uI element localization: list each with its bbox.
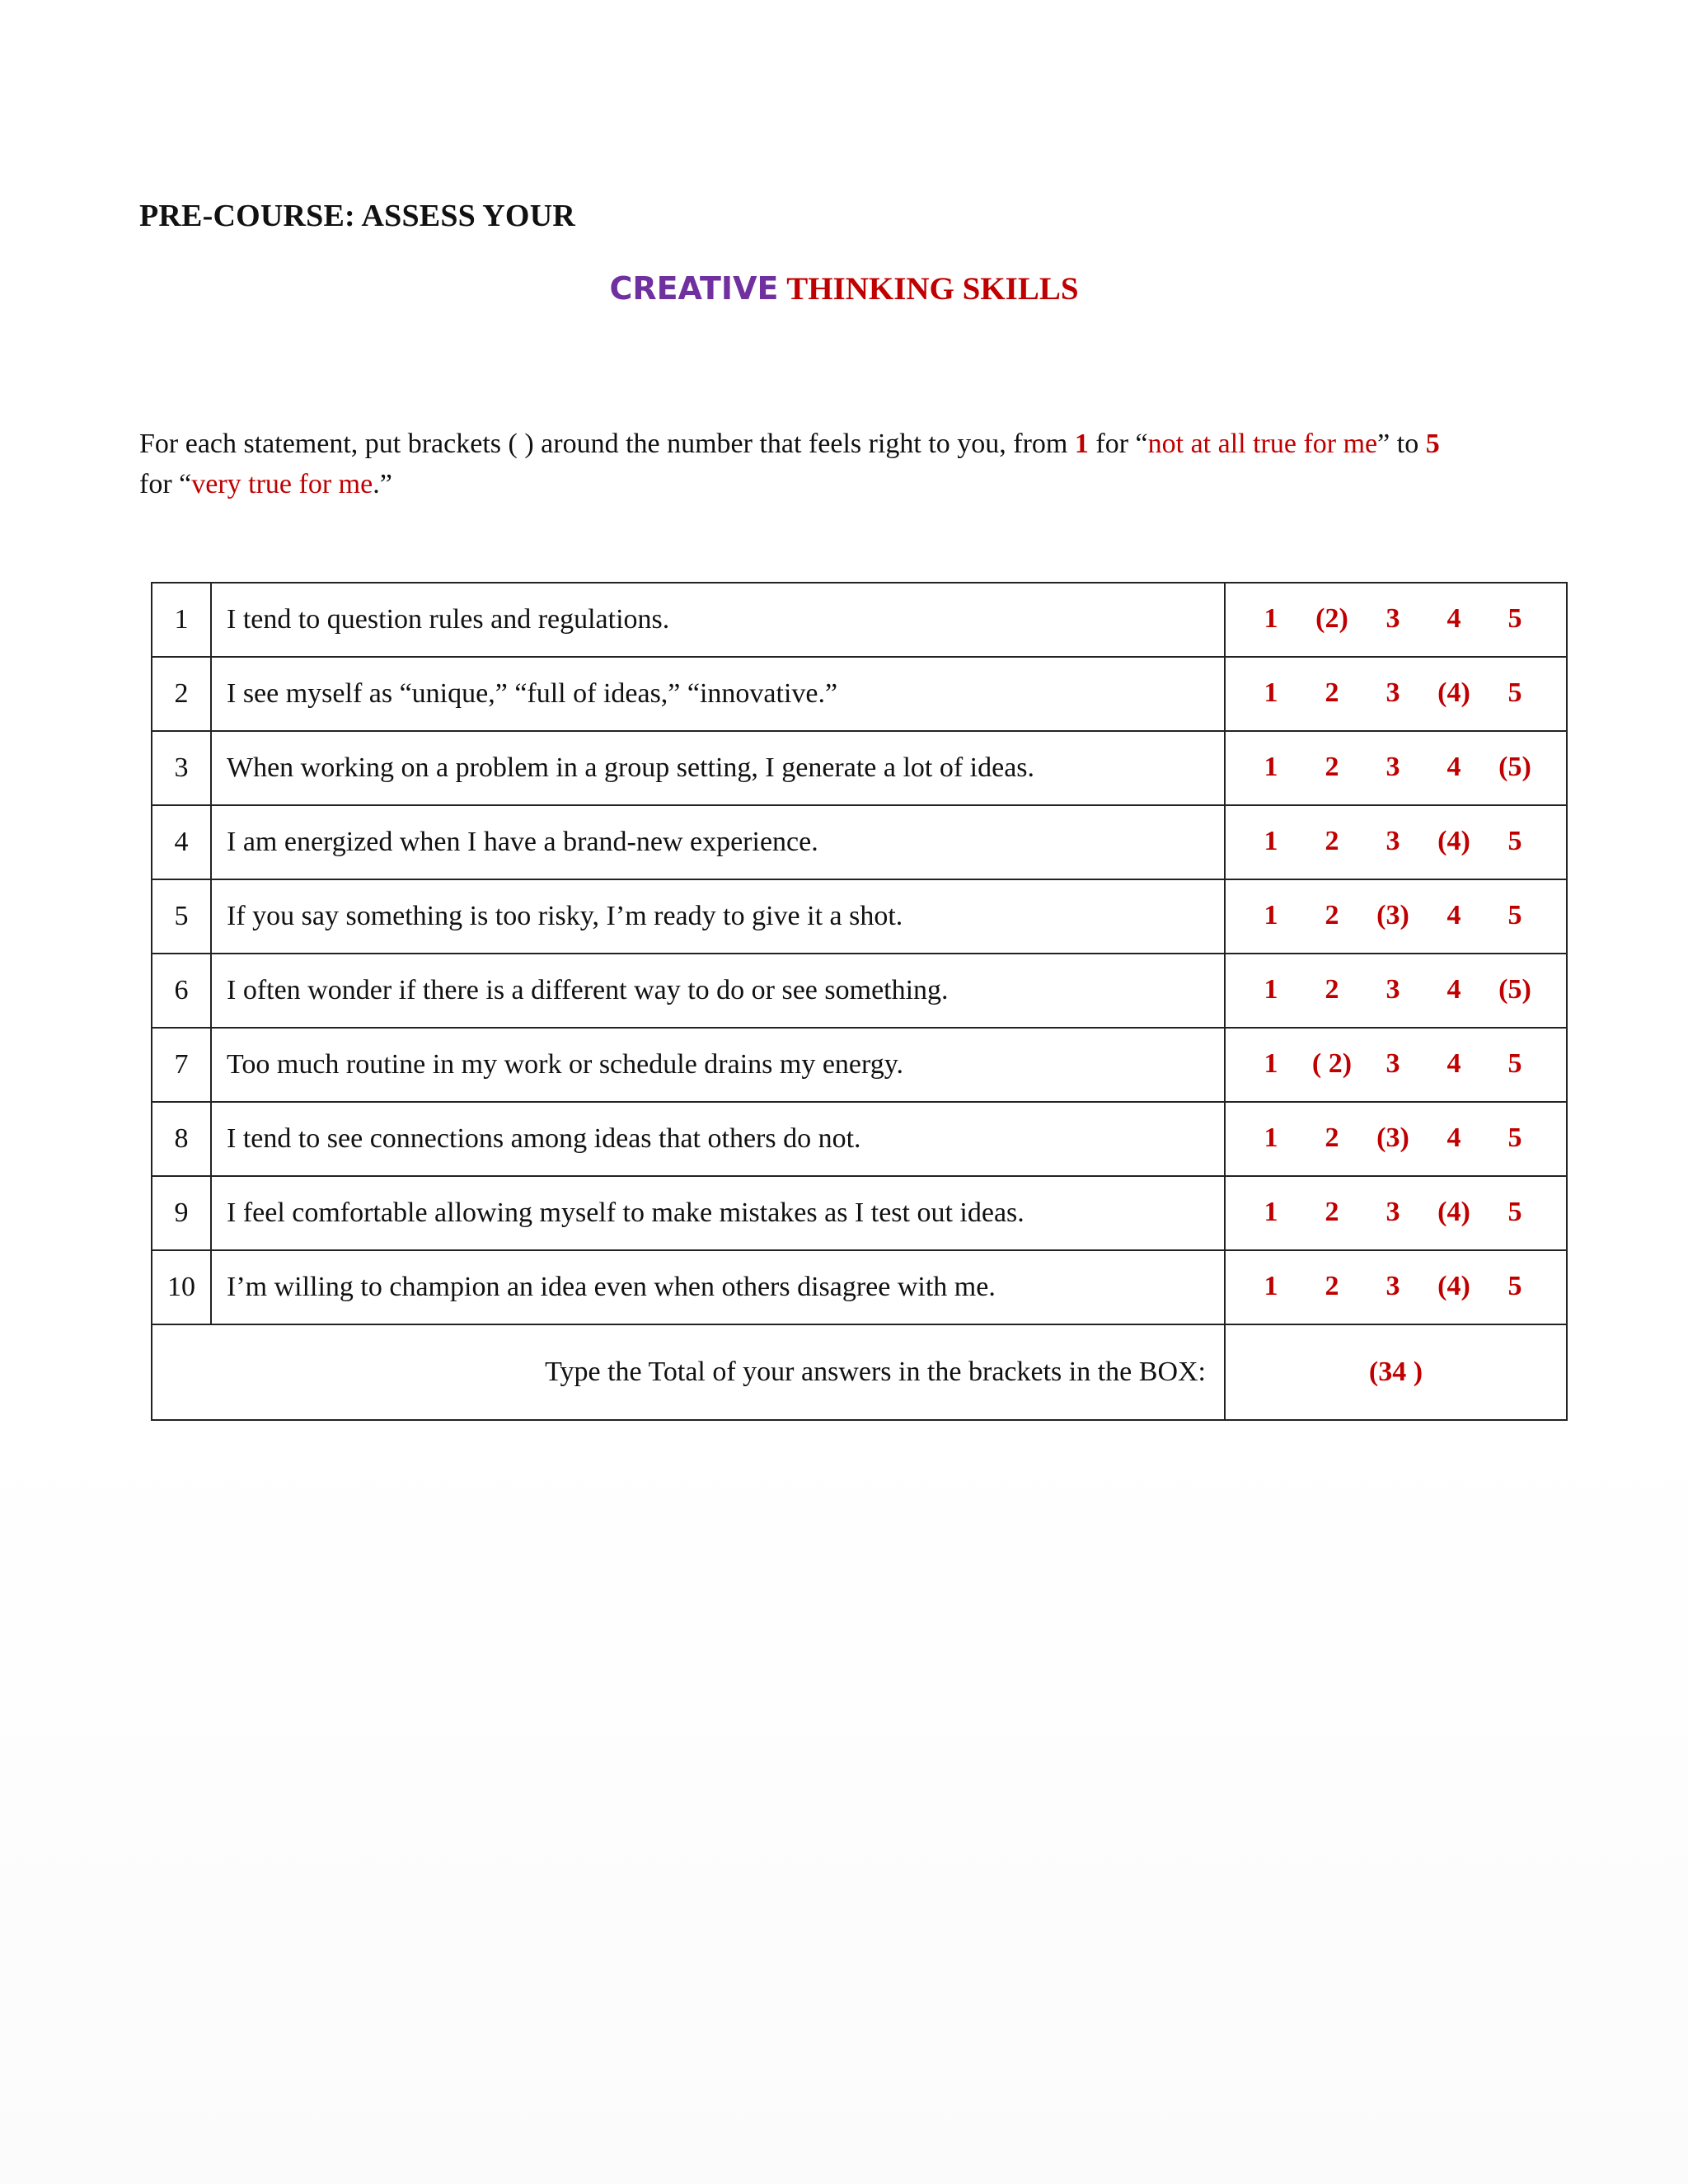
statement-number: 1 — [152, 583, 211, 657]
scale-high-label: very true for me — [191, 469, 373, 499]
table-row — [152, 731, 1567, 805]
statement-text: I often wonder if there is a different way to do or see something. — [211, 954, 1225, 1028]
rating-cell — [1225, 731, 1567, 805]
instructions — [139, 424, 1557, 504]
rating-option-3: 3 — [1386, 1197, 1400, 1228]
statement-number: 6 — [152, 954, 211, 1028]
table-row — [152, 1176, 1567, 1250]
rating-option-3: 3 — [1386, 603, 1400, 635]
statement-text: I’m willing to champion an idea even when others disagree with me. — [211, 1250, 1225, 1324]
rating-option-3: 3 — [1386, 752, 1400, 783]
rating-cell — [1225, 1102, 1567, 1176]
statement-number: 2 — [152, 657, 211, 731]
rating-option-1: 1 — [1264, 1122, 1278, 1154]
rating-option-5: 5 — [1507, 1271, 1522, 1302]
rating-option-2: ( 2) — [1311, 1048, 1353, 1080]
statement-text: If you say something is too risky, I’m ready to give it a shot. — [211, 879, 1225, 954]
rating-option-4: 4 — [1447, 900, 1461, 931]
rating-option-2: 2 — [1325, 677, 1339, 709]
rating-option-5: 5 — [1507, 603, 1522, 635]
rating-option-1: 1 — [1264, 1197, 1278, 1228]
rating-option-1: 1 — [1264, 752, 1278, 783]
total-label: Type the Total of your answers in the brackets in the BOX: — [152, 1324, 1225, 1420]
rating-cell — [1225, 879, 1567, 954]
statement-text: I see myself as “unique,” “full of ideas,” “innovative.” — [211, 657, 1225, 731]
rating-option-2: 2 — [1325, 1197, 1339, 1228]
rating-option-2: 2 — [1325, 900, 1339, 931]
scale-low-label: not at all true for me — [1147, 429, 1378, 459]
rating-option-4: (4) — [1437, 1197, 1470, 1228]
table-row — [152, 657, 1567, 731]
rating-option-5: 5 — [1507, 1122, 1522, 1154]
statement-text: I feel comfortable allowing myself to make mistakes as I test out ideas. — [211, 1176, 1225, 1250]
instructions-text: ” to — [1377, 429, 1426, 459]
rating-option-3: 3 — [1386, 826, 1400, 857]
rating-option-4: 4 — [1447, 974, 1461, 1005]
rating-option-1: 1 — [1264, 677, 1278, 709]
rating-cell — [1225, 583, 1567, 657]
rating-option-3: 3 — [1386, 1271, 1400, 1302]
statement-text: I tend to see connections among ideas that others do not. — [211, 1102, 1225, 1176]
total-box[interactable]: (34 ) — [1225, 1324, 1567, 1420]
rating-option-3: 3 — [1386, 974, 1400, 1005]
rating-option-3: 3 — [1386, 677, 1400, 709]
rating-option-1: 1 — [1264, 1271, 1278, 1302]
subtitle-thinking-skills: THINKING SKILLS — [786, 271, 1079, 307]
rating-option-5: 5 — [1507, 900, 1522, 931]
page-subtitle — [0, 270, 1688, 307]
rating-option-4: (4) — [1437, 677, 1470, 709]
rating-option-2: 2 — [1325, 974, 1339, 1005]
table-row — [152, 1028, 1567, 1102]
rating-cell — [1225, 1176, 1567, 1250]
table-row — [152, 1250, 1567, 1324]
rating-option-4: 4 — [1447, 1122, 1461, 1154]
rating-option-1: 1 — [1264, 974, 1278, 1005]
table-row — [152, 1102, 1567, 1176]
rating-cell — [1225, 954, 1567, 1028]
statement-number: 8 — [152, 1102, 211, 1176]
rating-option-3: 3 — [1386, 1048, 1400, 1080]
rating-option-2: 2 — [1325, 752, 1339, 783]
rating-cell — [1225, 1028, 1567, 1102]
statement-number: 5 — [152, 879, 211, 954]
rating-option-5: (5) — [1498, 974, 1531, 1005]
rating-option-5: 5 — [1507, 826, 1522, 857]
instructions-text: .” — [373, 469, 392, 499]
rating-option-4: (4) — [1437, 826, 1470, 857]
rating-option-1: 1 — [1264, 826, 1278, 857]
scale-low-number: 1 — [1074, 429, 1089, 459]
rating-option-2: 2 — [1325, 1271, 1339, 1302]
rating-option-2: 2 — [1325, 826, 1339, 857]
rating-cell — [1225, 805, 1567, 879]
rating-option-4: (4) — [1437, 1271, 1470, 1302]
instructions-text: for “ — [1088, 429, 1148, 459]
rating-option-1: 1 — [1264, 603, 1278, 635]
statement-text: Too much routine in my work or schedule drains my energy. — [211, 1028, 1225, 1102]
scale-high-number: 5 — [1425, 429, 1440, 459]
subtitle-creative: CREATIVE — [609, 270, 779, 307]
rating-cell — [1225, 1250, 1567, 1324]
statement-text: I am energized when I have a brand-new experience. — [211, 805, 1225, 879]
rating-option-5: 5 — [1507, 1197, 1522, 1228]
instructions-text: For each statement, put brackets ( ) around the number that feels right to you, from — [139, 429, 1075, 459]
table-row — [152, 954, 1567, 1028]
total-row — [152, 1324, 1567, 1420]
rating-option-3: (3) — [1376, 1122, 1409, 1154]
rating-option-2: 2 — [1325, 1122, 1339, 1154]
statement-number: 7 — [152, 1028, 211, 1102]
statement-text: When working on a problem in a group setting, I generate a lot of ideas. — [211, 731, 1225, 805]
table-row — [152, 805, 1567, 879]
page-background — [0, 1418, 1688, 2184]
table-row — [152, 879, 1567, 954]
rating-option-2: (2) — [1315, 603, 1348, 635]
table-row — [152, 583, 1567, 657]
statement-text: I tend to question rules and regulations. — [211, 583, 1225, 657]
rating-option-5: (5) — [1498, 752, 1531, 783]
statement-number: 3 — [152, 731, 211, 805]
assessment-table — [151, 582, 1568, 1421]
statement-number: 4 — [152, 805, 211, 879]
rating-option-4: 4 — [1447, 1048, 1461, 1080]
instructions-text: for “ — [139, 469, 192, 499]
rating-option-5: 5 — [1507, 1048, 1522, 1080]
statement-number: 9 — [152, 1176, 211, 1250]
statement-number: 10 — [152, 1250, 211, 1324]
page-title: PRE-COURSE: ASSESS YOUR — [139, 199, 575, 233]
rating-option-3: (3) — [1376, 900, 1409, 931]
rating-option-5: 5 — [1507, 677, 1522, 709]
rating-option-1: 1 — [1264, 1048, 1278, 1080]
rating-option-4: 4 — [1447, 603, 1461, 635]
rating-option-1: 1 — [1264, 900, 1278, 931]
rating-option-4: 4 — [1447, 752, 1461, 783]
rating-cell — [1225, 657, 1567, 731]
